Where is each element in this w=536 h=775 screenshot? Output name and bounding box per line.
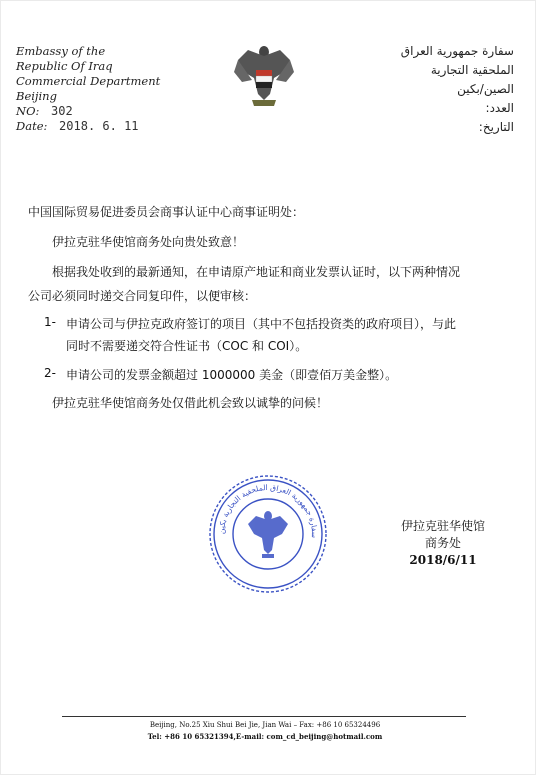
reference-number-label: NO: (16, 104, 40, 118)
letterhead-english (16, 44, 176, 134)
letterhead-line-2: Republic Of Iraq (16, 59, 113, 73)
item-2-number: 2- (44, 366, 56, 380)
arabic-line-4: العدد: (485, 101, 514, 115)
item-2-line-1: 申请公司的发票金额超过 1000000 美金（即壹佰万美金整）。 (66, 368, 398, 382)
letterhead-line-4: Beijing (16, 89, 57, 103)
signature-block (384, 518, 502, 569)
letterhead-arabic (354, 42, 514, 137)
footer (60, 720, 470, 742)
letterhead-line-1: Embassy of the (16, 44, 106, 58)
date-label: Date: (16, 119, 48, 133)
greeting: 伊拉克驻华使馆商务处向贵处致意！ (52, 235, 245, 249)
footer-address: Beijing, No.25 Xiu Shui Bei Jie, Jian Wai – Fax: +86 10 65324496 (149, 721, 381, 729)
arabic-line-5: التاريخ: (478, 120, 514, 134)
item-1-line-2: 同时不需要递交符合性证书（COC 和 COI）。 (66, 339, 308, 353)
item-1-number: 1- (44, 315, 56, 329)
addressee: 中国国际贸易促进委员会商事认证中心商事证明处： (28, 205, 305, 219)
footer-contact: Tel: +86 10 65321394,E-mail: com_cd_beijing@hotmail.com (147, 732, 383, 741)
date-row (16, 119, 176, 134)
signature-date: 2018/6/11 (409, 553, 477, 567)
reference-number-value: 302 (51, 104, 73, 118)
arabic-line-1: سفارة جمهورية العراق (400, 44, 514, 58)
stamp-ring-text: سفارة جمهورية العراق الملحقية التجارية بكين (216, 482, 320, 539)
official-seal-stamp (206, 472, 330, 596)
eagle-emblem-icon (234, 42, 294, 108)
stamp-eagle-icon (248, 511, 288, 558)
signature-line-1: 伊拉克驻华使馆 (400, 519, 485, 533)
arabic-line-3: الصين/بكين (457, 82, 514, 96)
closing-line: 伊拉克驻华使馆商务处仅借此机会致以诚挚的问候！ (52, 396, 329, 410)
date-value: 2018. 6. 11 (59, 119, 139, 133)
arabic-line-2: الملحقية التجارية (430, 63, 514, 77)
intro-line-1: 根据我处收到的最新通知，在申请原产地证和商业发票认证时，以下两种情况 (52, 265, 461, 279)
letterhead-line-3: Commercial Department (16, 74, 161, 88)
signature-line-2: 商务处 (424, 536, 461, 550)
item-1-line-1: 申请公司与伊拉克政府签订的项目（其中不包括投资类的政府项目），与此 (66, 317, 457, 331)
footer-divider (62, 716, 466, 717)
reference-number-row (16, 104, 176, 119)
intro-line-2: 公司必须同时递交合同复印件，以便审核： (28, 289, 257, 303)
